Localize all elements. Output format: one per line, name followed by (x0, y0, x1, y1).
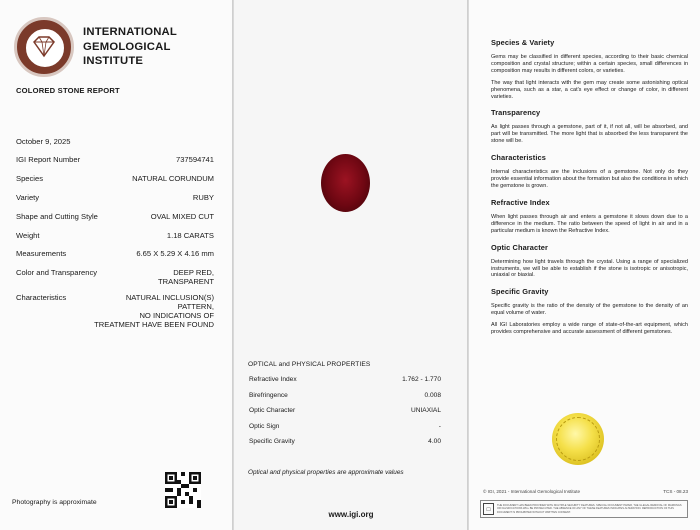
website-link[interactable]: www.igi.org (328, 510, 374, 519)
gem-diamond-icon (31, 33, 57, 59)
ruby-gem-photo (321, 154, 370, 212)
section-heading: Transparency (491, 108, 541, 118)
qr-code-icon[interactable] (165, 472, 201, 508)
optical-label: Optic Character (249, 407, 296, 414)
optical-value: UNIAXIAL (410, 407, 441, 414)
section-heading: Optic Character (491, 242, 548, 252)
optical-label: Specific Gravity (249, 438, 295, 445)
gem-photo-panel (234, 0, 468, 530)
gold-seal-icon (552, 413, 604, 465)
security-icon: □ (483, 503, 494, 515)
field-shape-cut (16, 212, 214, 231)
report-summary-panel (0, 0, 233, 530)
institute-name (83, 25, 177, 69)
optical-value: 1.762 - 1.770 (402, 376, 441, 383)
field-value: RUBY (192, 192, 214, 202)
field-weight (16, 231, 214, 250)
institute-name-line1: INTERNATIONAL (83, 26, 178, 38)
optical-properties-title: OPTICAL and PHYSICAL PROPERTIES (248, 361, 371, 368)
section-transparency (491, 108, 688, 145)
photography-note: Photography is approximate (12, 499, 97, 506)
optical-properties-list (249, 376, 441, 454)
field-label: Measurements (16, 249, 67, 259)
optical-value: - (438, 422, 441, 430)
section-text: Internal characteristics are the inclusions of a gemstone. Not only do they provide essential information about the formation but also the conditions in which the gemstone is grown. (491, 169, 688, 189)
field-species (16, 174, 214, 193)
field-value: NATURAL INCLUSION(S) PATTERN, NO INDICATIONS OF TREATMENT HAVE BEEN FOUND (94, 293, 214, 330)
section-text: Specific gravity is the ratio of the density of the gemstone to the density of an equal volume of water. (491, 303, 688, 317)
field-label: Characteristics (16, 293, 67, 303)
field-value: DEEP RED, TRANSPARENT (158, 268, 214, 287)
section-species-variety (491, 38, 688, 100)
form-code: TCS - 08.23 (663, 489, 688, 494)
optical-note: Optical and physical properties are approximate values (248, 469, 404, 476)
optical-value: 4.00 (428, 438, 441, 445)
copyright-text: © IGI, 2021 - International Gemological Institute (483, 489, 581, 494)
section-text: As light passes through a gemstone, part of it, if not all, will be absorbed, and part will be transmitted. The more light that is absorbed the less transparent the stone will be. (491, 124, 688, 145)
optical-label: Optic Sign (249, 422, 280, 430)
report-date: October 9, 2025 (16, 137, 71, 146)
optical-row (249, 392, 441, 408)
field-label: Variety (16, 192, 40, 202)
section-text: The way that light interacts with the gem may create some astonishing optical phenomena, such as a star, a cat's eye effect or change of color, in different varieties. (491, 79, 688, 100)
section-text: All IGI Laboratories employ a wide range of state-of-the-art equipment, which provides comprehensive and accurate assessment of different gemstones. (491, 322, 688, 336)
field-label: Color and Transparency (16, 268, 98, 278)
report-fields (16, 155, 214, 330)
field-color-transparency (16, 268, 214, 293)
optical-value: 0.008 (424, 391, 441, 399)
section-heading: Refractive Index (491, 197, 550, 207)
field-report-number (16, 155, 214, 174)
field-label: IGI Report Number (16, 155, 81, 164)
seal-ring (556, 417, 600, 461)
institute-name-line2: GEMOLOGICAL (83, 40, 171, 53)
igi-logo (14, 17, 74, 77)
section-text: Gems may be classified in different species, according to their basic chemical composition and crystal structure; within a certain species, small differences in composition may results in different colors, or varieties. (491, 54, 688, 74)
section-refractive-index (491, 198, 688, 235)
glossary-sections (491, 38, 688, 344)
field-label: Species (16, 173, 44, 183)
field-value: 737594741 (175, 155, 214, 164)
field-label: Weight (16, 230, 40, 240)
optical-row (249, 423, 441, 439)
field-value: 6.65 X 5.29 X 4.16 mm (136, 249, 214, 259)
field-value: OVAL MIXED CUT (150, 211, 214, 221)
field-variety (16, 193, 214, 212)
section-characteristics (491, 153, 688, 190)
optical-label: Refractive Index (249, 376, 297, 383)
section-optic-character (491, 243, 688, 280)
institute-name-line3: INSTITUTE (83, 55, 144, 67)
field-value: NATURAL CORUNDUM (132, 173, 214, 183)
fold-mark (364, 0, 444, 4)
section-heading: Specific Gravity (491, 287, 549, 297)
field-label: Shape and Cutting Style (16, 211, 98, 221)
section-heading: Species & Variety (491, 38, 555, 47)
optical-row (249, 407, 441, 423)
field-value: 1.18 CARATS (166, 230, 214, 240)
section-text: When light passes through air and enters a gemstone it slows down due to a difference in the medium. The ratio between the speed of light in air and in a particular medium is known the Refractive Index. (491, 213, 688, 234)
section-specific-gravity (491, 287, 688, 336)
security-notice-box (480, 500, 688, 518)
optical-row (249, 376, 441, 392)
field-measurements (16, 249, 214, 268)
security-notice-text: THE DOCUMENT HAS BEEN PROVIDED WITH MULTIPLE SECURITY FEATURES. SPECIAL DOCUMENT PAPER, THE ILLEGAL REMOVAL OF MARKINGS OR FALSIFICATIONS WILL BE PROSECUTED. THE ABSENCE OF ANY OF THESE FEATURES INDICATES ALTERATION. REPRODUCTION OF THIS DOCUMENT IS PROHIBITED WITHOUT WRITTEN CONSENT. (497, 504, 682, 514)
section-heading: Characteristics (491, 153, 546, 163)
field-characteristics (16, 293, 214, 330)
optical-label: Birefringence (249, 391, 288, 399)
section-text: Determining how light travels through the crystal. Using a range of specialized instruments, we will be able to establish if the stone is isotropic or anisotropic, uniaxial or biaxial. (491, 258, 688, 279)
glossary-panel (469, 0, 700, 530)
optical-row (249, 438, 441, 454)
report-title: COLORED STONE REPORT (16, 86, 120, 95)
